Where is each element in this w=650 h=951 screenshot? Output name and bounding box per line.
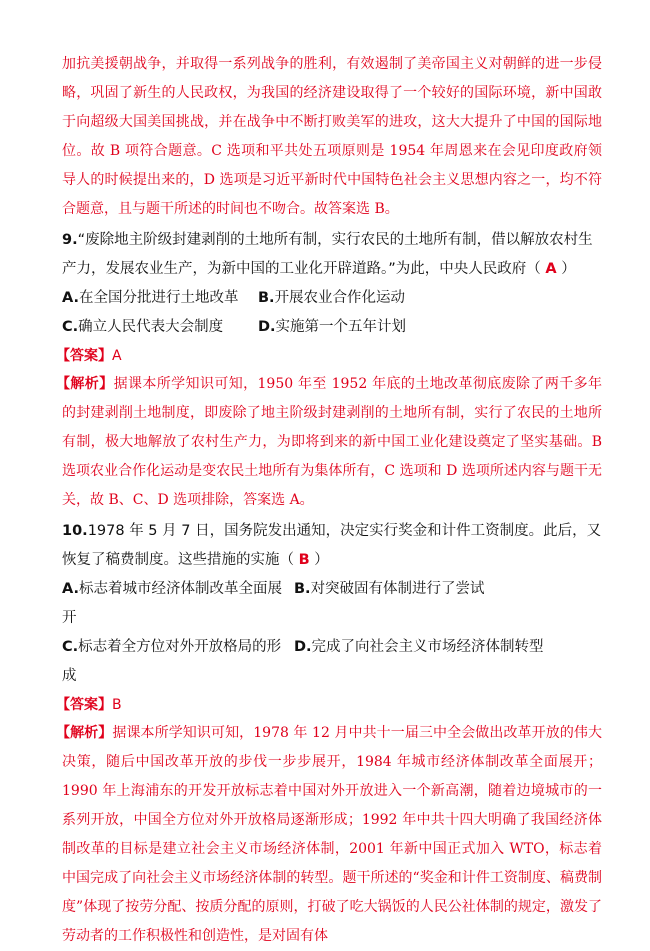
question-9-close-paren: ）: [561, 261, 576, 277]
document-page: [56, 50, 603, 951]
question-9-number: 9.: [62, 232, 78, 248]
q9-answer-line: [56, 342, 602, 370]
q10-option-b: B.对突破固有体制进行了尝试: [294, 581, 485, 597]
q10-analysis: [56, 719, 602, 951]
q10-answer-line: [56, 691, 602, 719]
q10-answer-value: B: [112, 697, 122, 713]
question-9-options: [62, 284, 602, 342]
q10-option-a: A.标志着城市经济体制改革全面展开: [62, 581, 282, 626]
question-10-number: 10.: [62, 523, 88, 539]
q9-answer-tag: 【答案】: [56, 348, 112, 364]
question-9-inline-answer: A: [545, 261, 557, 277]
q9-analysis-text: 据课本所学知识可知，1950 年至 1952 年底的土地改革彻底废除了两千多年的封建剥削土地制度，即废除了地主阶级封建剥削的土地所有制，实行了农民的土地所有制，极大地解放了农村生产力，为即将到来的新中国工业化建设奠定了坚实基础。B 选项农业合作化运动是变农民土地所有为集体所有，C 选项和 D 选项所述内容与题干无关，故 B、C、D 选项排除，答案选 A。: [62, 376, 603, 508]
q9-option-c: C.确立人民代表大会制度: [62, 319, 224, 335]
q10-analysis-tag: 【解析】: [56, 725, 113, 741]
q9-analysis: [56, 370, 603, 515]
question-10-options: [62, 575, 602, 691]
q10-answer-tag: 【答案】: [56, 697, 112, 713]
q9-analysis-tag: 【解析】: [56, 376, 114, 392]
question-10-stem: [62, 517, 602, 575]
question-10-inline-answer: B: [298, 552, 310, 568]
previous-explanation: 加抗美援朝战争，并取得一系列战争的胜利，有效遏制了美帝国主义对朝鲜的进一步侵略，巩固了新生的人民政权，为我国的经济建设取得了一个较好的国际环境，新中国敢于向超级大国美国挑战，并在战争中不断打败美军的进攻，这大大提升了中国的国际地位。故 B 项符合题意。C 选项和平共处五项原则是 1954 年周恩来在会见印度政府领导人的时候提出来的，D 选项是习近平新时代中国特色社会主义思想内容之一，均不符合题意，且与题干所述的时间也不吻合。故答案选 B。: [62, 56, 602, 217]
q9-option-b: B.开展农业合作化运动: [258, 290, 406, 306]
question-10-text: 1978 年 5 月 7 日，国务院发出通知，决定实行奖金和计件工资制度。此后，又恢复了稿费制度。这些措施的实施（: [62, 523, 602, 568]
question-9-text: “废除地主阶级封建剥削的土地所有制，实行农民的土地所有制，借以解放农村生产力，发展农业生产，为新中国的工业化开辟道路。”为此，中央人民政府（: [62, 232, 593, 277]
q9-answer-value: A: [112, 348, 122, 364]
question-10-close-paren: ）: [314, 552, 329, 568]
q10-analysis-text: 据课本所学知识可知，1978 年 12 月中共十一届三中全会做出改革开放的伟大决策，随后中国改革开放的步伐一步步展开，1984 年城市经济体制改革全面展开；1990 年上海浦东的开发开放标志着中国对外开放进入一个新高潮，随着边境城市的一系列开放，中国全方位对外开放格局逐渐形成；1992 年中共十四大明确了我国经济体制改革的目标是建立社会主义市场经济体制，2001 年新中国正式加入 WTO，标志着中国完成了向社会主义市场经济体制的转型。题干所述的“奖金和计件工资制度、稿费制度”体现了按劳分配、按质分配的原则，打破了吃大锅饭的人民公社体制的规定，激发了劳动者的工作积极性和创造性，是对固有体: [62, 725, 602, 944]
q10-option-c: C.标志着全方位对外开放格局的形成: [62, 639, 282, 684]
q10-option-d: D.完成了向社会主义市场经济体制转型: [294, 639, 544, 655]
q9-option-d: D.实施第一个五年计划: [258, 319, 407, 335]
question-9-stem: [62, 226, 602, 284]
q9-option-a: A.在全国分批进行土地改革: [62, 290, 239, 306]
